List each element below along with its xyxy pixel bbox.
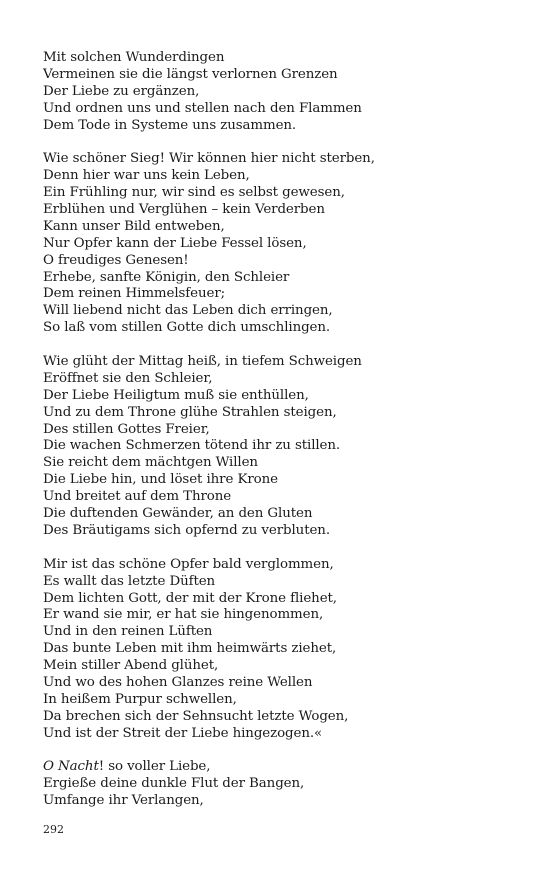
- verse-line: Er wand sie mir, er hat sie hingenommen,: [43, 607, 324, 623]
- verse-line: Dem lichten Gott, der mit der Krone fliehet,: [43, 590, 337, 606]
- verse-line: In heißem Purpur schwellen,: [43, 691, 237, 707]
- verse-line: Das bunte Leben mit ihm heimwärts ziehet,: [43, 641, 337, 657]
- verse-line: Des Bräutigams sich opfernd zu verbluten.: [43, 522, 330, 538]
- verse-line: Die duftenden Gewänder, an den Gluten: [43, 506, 313, 522]
- verse-line-invocation: [43, 759, 513, 776]
- verse-line: Ergieße deine dunkle Flut der Bangen,: [43, 776, 305, 792]
- verse-line: Dem Tode in Systeme uns zusammen.: [43, 117, 297, 133]
- verse-line: Wie schöner Sieg! Wir können hier nicht sterben,: [43, 151, 375, 167]
- verse-line: Kann unser Bild entweben,: [43, 218, 225, 234]
- verse-line: Ein Frühling nur, wir sind es selbst gewesen,: [43, 185, 345, 201]
- invocation-rest: ! so voller Liebe,: [98, 759, 211, 775]
- stanza-4: [43, 557, 513, 743]
- verse-line: Da brechen sich der Sehnsucht letzte Wogen,: [43, 708, 349, 724]
- page-number: 292: [43, 823, 64, 836]
- verse-line: So laß vom stillen Gotte dich umschlingen.: [43, 320, 331, 336]
- verse-line: Nur Opfer kann der Liebe Fessel lösen,: [43, 235, 307, 251]
- stanza-5: [43, 759, 513, 810]
- verse-line: Eröffnet sie den Schleier,: [43, 370, 213, 386]
- verse-line: Umfange ihr Verlangen,: [43, 793, 204, 809]
- verse-line: Und breitet auf dem Throne: [43, 489, 232, 505]
- verse-line: Mit solchen Wunderdingen: [43, 50, 225, 65]
- verse-line: Sie reicht dem mächtgen Willen: [43, 455, 258, 471]
- verse-line: Des stillen Gottes Freier,: [43, 421, 210, 437]
- verse-line: Die wachen Schmerzen tötend ihr zu stillen.: [43, 438, 341, 454]
- verse-line: O freudiges Genesen!: [43, 252, 189, 268]
- verse-line: Es wallt das letzte Düften: [43, 573, 216, 589]
- italic-invocation: O Nacht: [43, 759, 99, 775]
- verse-line: Und zu dem Throne glühe Strahlen steigen,: [43, 404, 337, 420]
- stanza-1: [43, 50, 513, 134]
- verse-line: Vermeinen sie die längst verlornen Grenzen: [43, 66, 338, 82]
- verse-line: Erblühen und Verglühen – kein Verderben: [43, 202, 325, 218]
- verse-line: Und ordnen uns und stellen nach den Flammen: [43, 100, 362, 116]
- verse-line: Erhebe, sanfte Königin, den Schleier: [43, 269, 290, 285]
- verse-line: Und in den reinen Lüften: [43, 624, 213, 640]
- verse-line: Der Liebe Heiligtum muß sie enthüllen,: [43, 387, 309, 403]
- verse-line: Und wo des hohen Glanzes reine Wellen: [43, 674, 313, 690]
- verse-line: Will liebend nicht das Leben dich erringen,: [43, 303, 333, 319]
- verse-line: Und ist der Streit der Liebe hingezogen.«: [43, 725, 323, 741]
- verse-line: Dem reinen Himmelsfeuer;: [43, 286, 226, 302]
- stanza-3: [43, 354, 513, 540]
- verse-line: Die Liebe hin, und löset ihre Krone: [43, 472, 278, 488]
- verse-line: Der Liebe zu ergänzen,: [43, 83, 200, 99]
- verse-line: Denn hier war uns kein Leben,: [43, 168, 250, 184]
- stanza-2: [43, 151, 513, 337]
- poem-text: [43, 50, 513, 810]
- verse-line: Mir ist das schöne Opfer bald verglommen,: [43, 556, 334, 572]
- verse-line: Wie glüht der Mittag heiß, in tiefem Schweigen: [43, 354, 362, 370]
- verse-line: Mein stiller Abend glühet,: [43, 658, 219, 674]
